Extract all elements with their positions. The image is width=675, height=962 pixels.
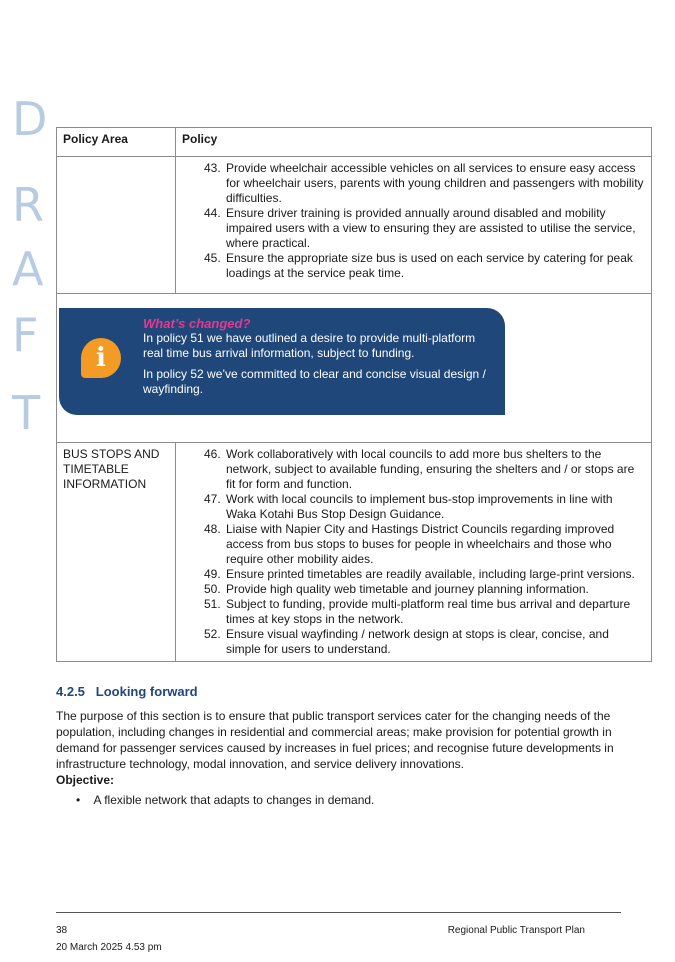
document-title: Regional Public Transport Plan	[447, 925, 585, 936]
policy-area-cell: BUS STOPS AND TIMETABLE INFORMATION	[57, 443, 176, 662]
section-body: The purpose of this section is to ensure that public transport services cater for the changing needs of the population, including changes in residential and commercial areas; make provision for potential growth in demand for passenger services caused by increases in fuel prices; and recognise future developments in infrastructure technology, modal innovation, and service delivery innovations.	[56, 709, 614, 771]
header-policy: Policy	[176, 128, 652, 157]
draft-watermark: T	[12, 386, 41, 440]
section-heading	[56, 684, 198, 699]
policy-item: 47. Work with local councils to implement bus-stop improvements in line with Waka Kotahi Bus Stop Design Guidance.	[224, 492, 645, 522]
table-row	[57, 443, 652, 662]
policy-table	[56, 127, 652, 662]
bullet-text: A flexible network that adapts to changes in demand.	[93, 793, 375, 807]
objective-label: Objective:	[56, 773, 115, 787]
section-number: 4.2.5	[56, 684, 85, 699]
info-icon: i	[81, 338, 121, 378]
draft-watermark: F	[12, 308, 39, 362]
draft-watermark: A	[12, 242, 44, 296]
policy-item: 46. Work collaboratively with local councils to add more bus shelters to the network, subject to available funding, ensuring the shelters and / or stops are fit for form and function.	[224, 447, 645, 492]
page-number: 38	[56, 925, 68, 936]
bullet-item: • A flexible network that adapts to changes in demand.	[76, 793, 375, 807]
policy-item: 50. Provide high quality web timetable and journey planning information.	[224, 582, 645, 597]
whats-changed-box	[59, 308, 505, 415]
policy-item: 45. Ensure the appropriate size bus is used on each service by catering for peak loadings at the service peak time.	[224, 251, 645, 281]
policy-item: 52. Ensure visual wayfinding / network design at stops is clear, concise, and simple for users to understand.	[224, 627, 645, 657]
policy-item: 48. Liaise with Napier City and Hastings District Councils regarding improved access from bus stops to buses for people in wheelchairs and those who require other mobility aides.	[224, 522, 645, 567]
info-text: In policy 52 we’ve committed to clear and concise visual design / wayfinding.	[143, 367, 486, 396]
section-title: Looking forward	[95, 684, 198, 699]
table-row	[57, 157, 652, 294]
draft-watermark: D	[12, 92, 48, 146]
footer	[56, 912, 621, 953]
policy-item: 44. Ensure driver training is provided annually around disabled and mobility impaired users with a view to ensuring they are assisted to utilise the service, where practical.	[224, 206, 645, 251]
footer-date: 20 March 2025 4.53 pm	[56, 942, 162, 953]
policy-item: 51. Subject to funding, provide multi-platform real time bus arrival and departure times at key stops in the network.	[224, 597, 645, 627]
info-title: What’s changed?	[143, 316, 251, 331]
policy-area-cell	[57, 157, 176, 294]
header-policy-area: Policy Area	[57, 128, 176, 157]
draft-watermark: R	[12, 178, 44, 232]
info-text: In policy 51 we have outlined a desire to provide multi-platform real time bus arrival information, subject to funding.	[143, 331, 476, 360]
policy-item: 49. Ensure printed timetables are readily available, including large-print versions.	[224, 567, 645, 582]
policy-item: 43. Provide wheelchair accessible vehicles on all services to ensure easy access for wheelchair users, parents with young children and passengers with mobility difficulties.	[224, 161, 645, 206]
